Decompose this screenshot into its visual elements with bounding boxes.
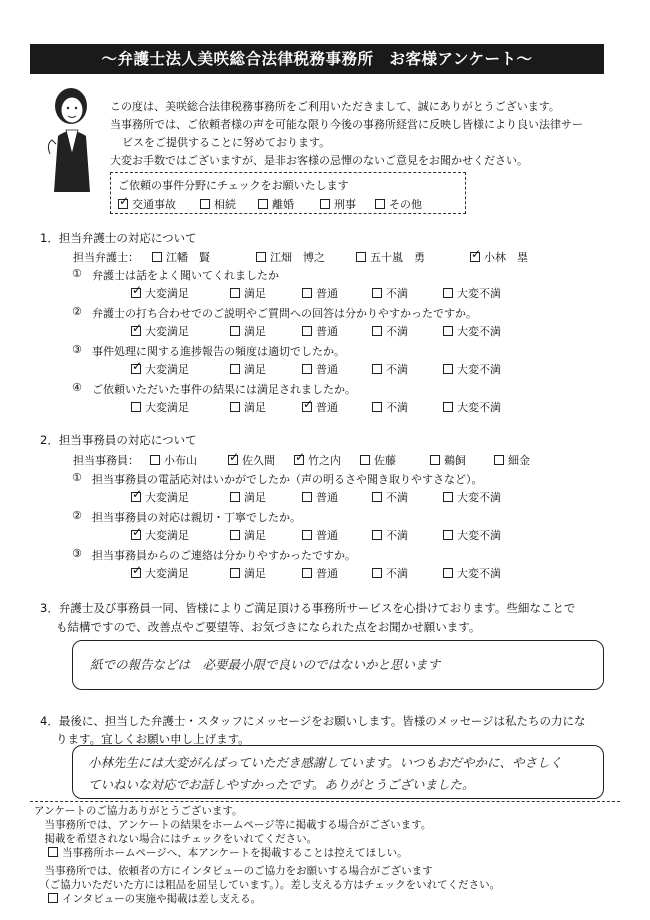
s2-q1-opt-4-label: 大変不満 bbox=[457, 529, 501, 542]
case-option-0-label: 交通事故 bbox=[132, 198, 176, 211]
s2-q2-opt-1-checkbox[interactable] bbox=[230, 568, 240, 578]
staff-option-3[interactable] bbox=[360, 452, 396, 468]
section3-heading-2: も結構ですので、改善点やご要望等、お気づきになられた点をお聞かせ願います。 bbox=[56, 620, 481, 634]
s1-q3-opt-1[interactable] bbox=[230, 399, 266, 415]
s1-q2-opt-1-checkbox[interactable] bbox=[230, 364, 240, 374]
section1-heading: 1．担当弁護士の対応について bbox=[40, 231, 197, 245]
s1-q0-opt-2[interactable] bbox=[302, 285, 338, 301]
lawyer-option-3-checkbox[interactable] bbox=[470, 252, 480, 262]
staff-label: 担当事務員： bbox=[73, 454, 139, 467]
staff-option-0-checkbox[interactable] bbox=[150, 455, 160, 465]
s1-q1-opt-1[interactable] bbox=[230, 323, 266, 339]
staff-option-1-label: 佐久間 bbox=[242, 454, 275, 467]
staff-option-3-label: 佐藤 bbox=[374, 454, 396, 467]
footer-check-1[interactable] bbox=[48, 846, 408, 860]
lawyer-option-1[interactable] bbox=[256, 249, 325, 265]
case-option-3[interactable] bbox=[320, 196, 356, 212]
staff-option-2[interactable] bbox=[294, 452, 341, 468]
footer-divider bbox=[30, 801, 620, 802]
case-option-3-checkbox[interactable] bbox=[320, 199, 330, 209]
s1-q1-opt-2-label: 普通 bbox=[316, 325, 338, 338]
s1-q3-opt-0[interactable] bbox=[131, 399, 189, 415]
s1-q1-opt-4[interactable] bbox=[443, 323, 501, 339]
intro-line-1: この度は、美咲総合法律税務事務所をご利用いただきまして、誠にありがとうございます。 bbox=[110, 100, 560, 113]
s2-q1-opt-3-label: 不満 bbox=[386, 529, 408, 542]
footer-line-2: 当事務所では、アンケートの結果をホームページ等に掲載する場合がございます。 bbox=[34, 819, 432, 831]
lawyer-option-3[interactable] bbox=[470, 249, 528, 265]
s1-q1-opt-3-label: 不満 bbox=[386, 325, 408, 338]
section4-heading-2: ります。宜しくお願い申し上げます。 bbox=[56, 732, 250, 746]
case-prompt: ご依頼の事件分野にチェックをお願いたします bbox=[118, 179, 349, 192]
s1-q3-opt-4-label: 大変不満 bbox=[457, 401, 501, 414]
s1-q3-opt-4-checkbox[interactable] bbox=[443, 402, 453, 412]
s2-q2-opt-3-label: 不満 bbox=[386, 567, 408, 580]
s1-q1-opt-0-label: 大変満足 bbox=[145, 325, 189, 338]
staff-option-4[interactable] bbox=[430, 452, 466, 468]
s2-q2-opt-0-checkbox[interactable] bbox=[131, 568, 141, 578]
s2-q1-opt-1-label: 満足 bbox=[244, 529, 266, 542]
s1-q2-opt-3-label: 不満 bbox=[386, 363, 408, 376]
lawyer-option-3-label: 小林 塁 bbox=[484, 251, 528, 264]
s2-q0-opt-2[interactable] bbox=[302, 489, 338, 505]
lawyer-option-2[interactable] bbox=[356, 249, 425, 265]
staff-option-1[interactable] bbox=[228, 452, 275, 468]
s1-q3-opt-2-label: 普通 bbox=[316, 401, 338, 414]
staff-option-2-checkbox[interactable] bbox=[294, 455, 304, 465]
s1-q2-opt-4-checkbox[interactable] bbox=[443, 364, 453, 374]
s1-q3-opt-3[interactable] bbox=[372, 399, 408, 415]
s1-q2-opt-3[interactable] bbox=[372, 361, 408, 377]
s1-q2-opt-0-label: 大変満足 bbox=[145, 363, 189, 376]
s2-q0-opt-4-checkbox[interactable] bbox=[443, 492, 453, 502]
section3-response: 紙での報告などは 必要最小限で良いのではないかと思います bbox=[90, 657, 441, 672]
s1-q2-opt-0[interactable] bbox=[131, 361, 189, 377]
section4-response-2: ていねいな対応でお話しやすかったです。ありがとうございました。 bbox=[88, 777, 475, 792]
s2-q2-opt-0-label: 大変満足 bbox=[145, 567, 189, 580]
s2-q1-opt-3[interactable] bbox=[372, 527, 408, 543]
s2-q0-opt-0-checkbox[interactable] bbox=[131, 492, 141, 502]
case-option-2-label: 離婚 bbox=[272, 198, 294, 211]
staff-option-5[interactable] bbox=[494, 452, 530, 468]
s1-q1-opt-1-checkbox[interactable] bbox=[230, 326, 240, 336]
s1-q1-opt-3-checkbox[interactable] bbox=[372, 326, 382, 336]
s2-q1-text: 担当事務員の対応は親切・丁寧でしたか。 bbox=[92, 511, 301, 524]
footer-line-1: アンケートのご協力ありがとうございます。 bbox=[34, 805, 243, 817]
s1-q0-opt-3[interactable] bbox=[372, 285, 408, 301]
s1-q0-opt-2-checkbox[interactable] bbox=[302, 288, 312, 298]
s1-q0-opt-1-label: 満足 bbox=[244, 287, 266, 300]
case-option-1-label: 相続 bbox=[214, 198, 236, 211]
lawyer-option-1-label: 江畑 博之 bbox=[270, 251, 325, 264]
staff-option-1-checkbox[interactable] bbox=[228, 455, 238, 465]
s2-q2-num: ③ bbox=[72, 547, 82, 560]
s2-q1-opt-3-checkbox[interactable] bbox=[372, 530, 382, 540]
s1-q0-opt-3-checkbox[interactable] bbox=[372, 288, 382, 298]
s1-q2-opt-2-label: 普通 bbox=[316, 363, 338, 376]
intro-line-4: 大変お手数ではございますが、是非お客様の忌憚のないご意見をお聞かせください。 bbox=[110, 154, 528, 167]
case-option-3-label: 刑事 bbox=[334, 198, 356, 211]
s2-q2-opt-3[interactable] bbox=[372, 565, 408, 581]
staff-option-2-label: 竹之内 bbox=[308, 454, 341, 467]
s1-q0-opt-0[interactable] bbox=[131, 285, 189, 301]
s2-q1-opt-4-checkbox[interactable] bbox=[443, 530, 453, 540]
s1-q3-opt-1-checkbox[interactable] bbox=[230, 402, 240, 412]
s1-q0-opt-4-checkbox[interactable] bbox=[443, 288, 453, 298]
s2-q2-opt-4-checkbox[interactable] bbox=[443, 568, 453, 578]
footer-checkbox-2[interactable] bbox=[48, 893, 58, 903]
case-option-4-checkbox[interactable] bbox=[375, 199, 385, 209]
s1-q1-num: ② bbox=[72, 305, 82, 318]
footer-checkbox-1[interactable] bbox=[48, 847, 58, 857]
intro-line-2: 当事務所では、ご依頼者様の声を可能な限り今後の事務所経営に反映し皆様により良い法律サー bbox=[110, 118, 583, 131]
s2-q1-opt-2-checkbox[interactable] bbox=[302, 530, 312, 540]
s2-q1-opt-2[interactable] bbox=[302, 527, 338, 543]
lawyer-option-2-checkbox[interactable] bbox=[356, 252, 366, 262]
lawyer-option-0[interactable] bbox=[152, 249, 210, 265]
s2-q2-opt-3-checkbox[interactable] bbox=[372, 568, 382, 578]
s2-q0-opt-2-label: 普通 bbox=[316, 491, 338, 504]
lawyer-option-0-checkbox[interactable] bbox=[152, 252, 162, 262]
s1-q2-opt-4-label: 大変不満 bbox=[457, 363, 501, 376]
s1-q3-opt-1-label: 満足 bbox=[244, 401, 266, 414]
case-option-4[interactable] bbox=[375, 196, 422, 212]
case-option-2-checkbox[interactable] bbox=[258, 199, 268, 209]
staff-option-0[interactable] bbox=[150, 452, 197, 468]
s1-q3-num: ④ bbox=[72, 381, 82, 394]
s1-q3-opt-2-checkbox[interactable] bbox=[302, 402, 312, 412]
staff-option-0-label: 小布山 bbox=[164, 454, 197, 467]
footer-check-1-label: 当事務所ホームページへ、本アンケートを掲載することは控えてほしい。 bbox=[62, 847, 408, 859]
case-option-0[interactable] bbox=[118, 196, 176, 212]
s1-q3-opt-2[interactable] bbox=[302, 399, 338, 415]
s2-q0-opt-3-label: 不満 bbox=[386, 491, 408, 504]
s1-q0-opt-2-label: 普通 bbox=[316, 287, 338, 300]
case-option-0-checkbox[interactable] bbox=[118, 199, 128, 209]
s2-q0-opt-4-label: 大変不満 bbox=[457, 491, 501, 504]
s2-q0-opt-1[interactable] bbox=[230, 489, 266, 505]
footer-check-2[interactable] bbox=[48, 892, 261, 906]
footer-check-2-label: インタビューの実施や掲載は差し支える。 bbox=[62, 893, 262, 905]
s1-q3-opt-0-label: 大変満足 bbox=[145, 401, 189, 414]
s2-q0-text: 担当事務員の電話応対はいかがでしたか（声の明るさや聞き取りやすさなど）。 bbox=[92, 473, 483, 486]
s1-q0-opt-4-label: 大変不満 bbox=[457, 287, 501, 300]
s2-q0-opt-3-checkbox[interactable] bbox=[372, 492, 382, 502]
s1-q0-opt-1-checkbox[interactable] bbox=[230, 288, 240, 298]
staff-option-4-checkbox[interactable] bbox=[430, 455, 440, 465]
s1-q0-opt-3-label: 不満 bbox=[386, 287, 408, 300]
s1-q3-opt-3-checkbox[interactable] bbox=[372, 402, 382, 412]
s1-q2-text: 事件処理に関する進捗報告の頻度は適切でしたか。 bbox=[92, 345, 345, 358]
s1-q2-opt-1-label: 満足 bbox=[244, 363, 266, 376]
footer-line-3: 掲載を希望されない場合にはチェックをいれてください。 bbox=[34, 833, 318, 845]
s2-q0-opt-2-checkbox[interactable] bbox=[302, 492, 312, 502]
lawyer-option-2-label: 五十嵐 勇 bbox=[370, 251, 425, 264]
s2-q0-opt-3[interactable] bbox=[372, 489, 408, 505]
s1-q0-opt-4[interactable] bbox=[443, 285, 501, 301]
s2-q1-num: ② bbox=[72, 509, 82, 522]
staff-option-3-checkbox[interactable] bbox=[360, 455, 370, 465]
s2-q1-opt-2-label: 普通 bbox=[316, 529, 338, 542]
s2-q1-opt-0[interactable] bbox=[131, 527, 189, 543]
lawyer-option-0-label: 江幡 賢 bbox=[166, 251, 210, 264]
staff-option-4-label: 鵜飼 bbox=[444, 454, 466, 467]
s1-q2-opt-4[interactable] bbox=[443, 361, 501, 377]
s1-q3-opt-0-checkbox[interactable] bbox=[131, 402, 141, 412]
s1-q1-opt-1-label: 満足 bbox=[244, 325, 266, 338]
section3-heading-1: 3．弁護士及び事務員一同、皆様によりご満足頂ける事務所サービスを心掛けております。些細なことで bbox=[40, 601, 576, 615]
case-option-2[interactable] bbox=[258, 196, 294, 212]
lawyer-label: 担当弁護士： bbox=[73, 251, 139, 264]
s1-q0-text: 弁護士は話をよく聞いてくれましたか bbox=[92, 269, 279, 282]
s2-q0-opt-0[interactable] bbox=[131, 489, 189, 505]
s2-q1-opt-0-checkbox[interactable] bbox=[131, 530, 141, 540]
s1-q1-text: 弁護士の打ち合わせでのご説明やご質問への回答は分かりやすかったですか。 bbox=[92, 307, 477, 320]
s1-q3-opt-4[interactable] bbox=[443, 399, 501, 415]
s2-q1-opt-1[interactable] bbox=[230, 527, 266, 543]
s2-q2-opt-2-label: 普通 bbox=[316, 567, 338, 580]
s1-q2-num: ③ bbox=[72, 343, 82, 356]
s2-q0-opt-1-label: 満足 bbox=[244, 491, 266, 504]
intro-line-3: ビスをご提供することに努めております。 bbox=[122, 136, 331, 149]
survey-title: ～弁護士法人美咲総合法律税務事務所 お客様アンケート～ bbox=[30, 44, 604, 74]
s2-q2-opt-4[interactable] bbox=[443, 565, 501, 581]
s1-q3-text: ご依頼いただいた事件の結果には満足されましたか。 bbox=[92, 383, 356, 396]
s2-q0-num: ① bbox=[72, 471, 82, 484]
s1-q0-opt-0-checkbox[interactable] bbox=[131, 288, 141, 298]
section4-response-1: 小林先生には大変がんばっていただき感謝しています。いつもおだやかに、やさしく bbox=[88, 755, 563, 770]
s2-q1-opt-0-label: 大変満足 bbox=[145, 529, 189, 542]
s1-q1-opt-0[interactable] bbox=[131, 323, 189, 339]
s2-q2-opt-1-label: 満足 bbox=[244, 567, 266, 580]
s1-q2-opt-3-checkbox[interactable] bbox=[372, 364, 382, 374]
s1-q1-opt-4-label: 大変不満 bbox=[457, 325, 501, 338]
lawyer-option-1-checkbox[interactable] bbox=[256, 252, 266, 262]
s1-q0-opt-1[interactable] bbox=[230, 285, 266, 301]
staff-option-5-label: 細金 bbox=[508, 454, 530, 467]
footer-line-5: （ご協力いただいた方には粗品を屈呈しています。）。差し支える方はチェックをいれてください。 bbox=[34, 879, 501, 891]
case-option-4-label: その他 bbox=[389, 198, 422, 211]
s1-q1-opt-0-checkbox[interactable] bbox=[131, 326, 141, 336]
s2-q0-opt-0-label: 大変満足 bbox=[145, 491, 189, 504]
s1-q1-opt-4-checkbox[interactable] bbox=[443, 326, 453, 336]
s1-q1-opt-2[interactable] bbox=[302, 323, 338, 339]
staff-option-5-checkbox[interactable] bbox=[494, 455, 504, 465]
s2-q1-opt-1-checkbox[interactable] bbox=[230, 530, 240, 540]
s1-q2-opt-2[interactable] bbox=[302, 361, 338, 377]
s1-q0-opt-0-label: 大変満足 bbox=[145, 287, 189, 300]
staff-illustration bbox=[40, 84, 102, 194]
s2-q0-opt-1-checkbox[interactable] bbox=[230, 492, 240, 502]
case-option-1[interactable] bbox=[200, 196, 236, 212]
s1-q2-opt-2-checkbox[interactable] bbox=[302, 364, 312, 374]
section2-heading: 2．担当事務員の対応について bbox=[40, 433, 197, 447]
s1-q0-num: ① bbox=[72, 267, 82, 280]
s2-q2-opt-0[interactable] bbox=[131, 565, 189, 581]
section4-heading-1: 4．最後に、担当した弁護士・スタッフにメッセージをお願いします。皆様のメッセージは私たちの力にな bbox=[40, 714, 586, 728]
s2-q2-text: 担当事務員からのご連絡は分かりやすかったですか。 bbox=[92, 549, 356, 562]
s2-q0-opt-4[interactable] bbox=[443, 489, 501, 505]
s1-q1-opt-2-checkbox[interactable] bbox=[302, 326, 312, 336]
s1-q1-opt-3[interactable] bbox=[372, 323, 408, 339]
case-option-1-checkbox[interactable] bbox=[200, 199, 210, 209]
s2-q1-opt-4[interactable] bbox=[443, 527, 501, 543]
s2-q2-opt-1[interactable] bbox=[230, 565, 266, 581]
s1-q2-opt-1[interactable] bbox=[230, 361, 266, 377]
s1-q2-opt-0-checkbox[interactable] bbox=[131, 364, 141, 374]
footer-line-4: 当事務所では、依頼者の方にインタビューのご協力をお願いする場合がございます bbox=[34, 865, 433, 877]
s2-q2-opt-2-checkbox[interactable] bbox=[302, 568, 312, 578]
s1-q3-opt-3-label: 不満 bbox=[386, 401, 408, 414]
s2-q2-opt-2[interactable] bbox=[302, 565, 338, 581]
s2-q2-opt-4-label: 大変不満 bbox=[457, 567, 501, 580]
